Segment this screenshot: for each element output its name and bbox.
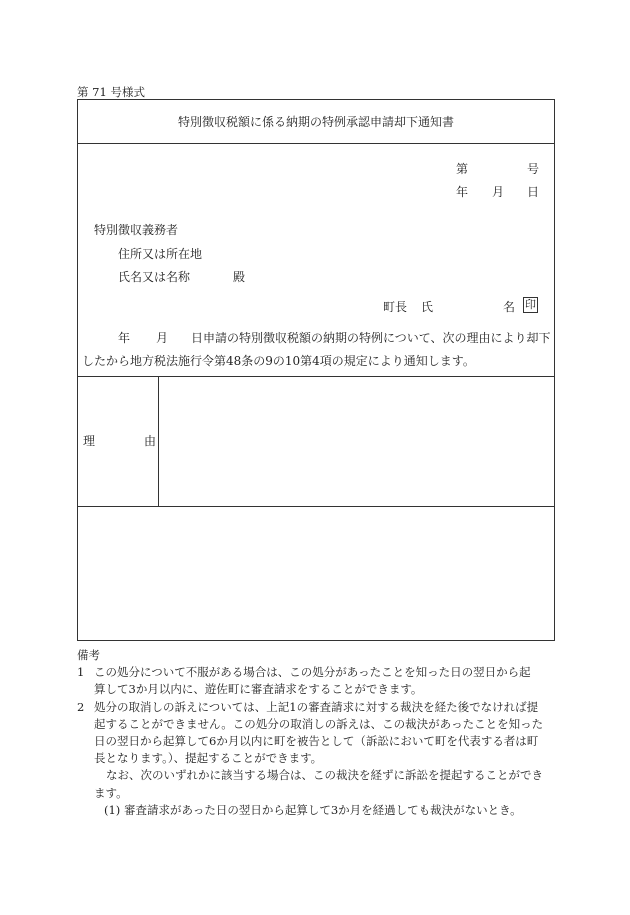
document-title: 特別徴収税額に係る納期の特例承認申請却下通知書 bbox=[78, 100, 554, 144]
reason-label-ri: 理 bbox=[83, 434, 96, 448]
note-line: 処分の取消しの訴えについては、上記1の審査請求に対する裁決を経た後でなければ提 bbox=[94, 699, 539, 714]
note-number: 2 bbox=[77, 699, 85, 714]
doc-number-go: 号 bbox=[527, 162, 540, 176]
issuer-shi: 氏 bbox=[421, 300, 434, 314]
notes bbox=[77, 647, 557, 819]
note-line: 起することができません。この処分の取消しの訴えは、この裁決があったことを知った bbox=[94, 716, 544, 731]
note-body bbox=[94, 664, 557, 698]
address-label: 住所又は所在地 bbox=[118, 247, 203, 261]
form-number: 第 71 号様式 bbox=[77, 85, 145, 99]
date-day: 日 bbox=[527, 185, 540, 199]
body-line1: 日申請の特別徴収税額の納期の特例について、次の理由により却下 bbox=[191, 331, 551, 345]
reason-label-yu: 由 bbox=[144, 434, 157, 448]
note-line: この処分について不服がある場合は、この処分があったことを知った日の翌日から起 bbox=[94, 665, 531, 680]
note-item bbox=[77, 699, 557, 819]
note-sub-item: (1) 審査請求があった日の翌日から起算して3か月を経過しても裁決がないとき。 bbox=[104, 802, 522, 817]
body-line2: したから地方税法施行令第48条の9の10第4項の規定により通知します。 bbox=[82, 354, 475, 368]
note-para-line: なお、次のいずれかに該当する場合は、この裁決を経ずに訴訟を提起することができ bbox=[106, 768, 543, 783]
note-body bbox=[94, 699, 557, 819]
body-year: 年 bbox=[118, 331, 131, 345]
seal-stamp: 印 bbox=[525, 298, 536, 311]
note-line: 日の翌日から起算して6か月以内に町を被告として（訴訟において町を代表する者は町 bbox=[94, 734, 539, 749]
body-month: 月 bbox=[156, 331, 169, 345]
reason-row bbox=[78, 376, 554, 507]
reason-label-cell bbox=[78, 377, 159, 506]
date-month: 月 bbox=[492, 185, 505, 199]
date-year: 年 bbox=[456, 185, 469, 199]
honorific: 殿 bbox=[233, 270, 246, 284]
issuer-mei: 名 bbox=[503, 300, 516, 314]
issuer-title: 町長 bbox=[383, 300, 408, 314]
notes-heading: 備考 bbox=[77, 648, 100, 662]
notice-frame bbox=[77, 99, 555, 641]
note-line: 長となります。）、提起することができます。 bbox=[94, 751, 323, 766]
recipient-role: 特別徴収義務者 bbox=[94, 223, 179, 237]
note-item bbox=[77, 664, 557, 698]
name-label: 氏名又は名称 bbox=[118, 270, 191, 284]
note-para-line: ます。 bbox=[94, 785, 128, 800]
doc-number-dai: 第 bbox=[456, 162, 469, 176]
note-number: 1 bbox=[77, 665, 85, 680]
note-line: 算して3か月以内に、遊佐町に審査請求をすることができます。 bbox=[94, 682, 423, 697]
